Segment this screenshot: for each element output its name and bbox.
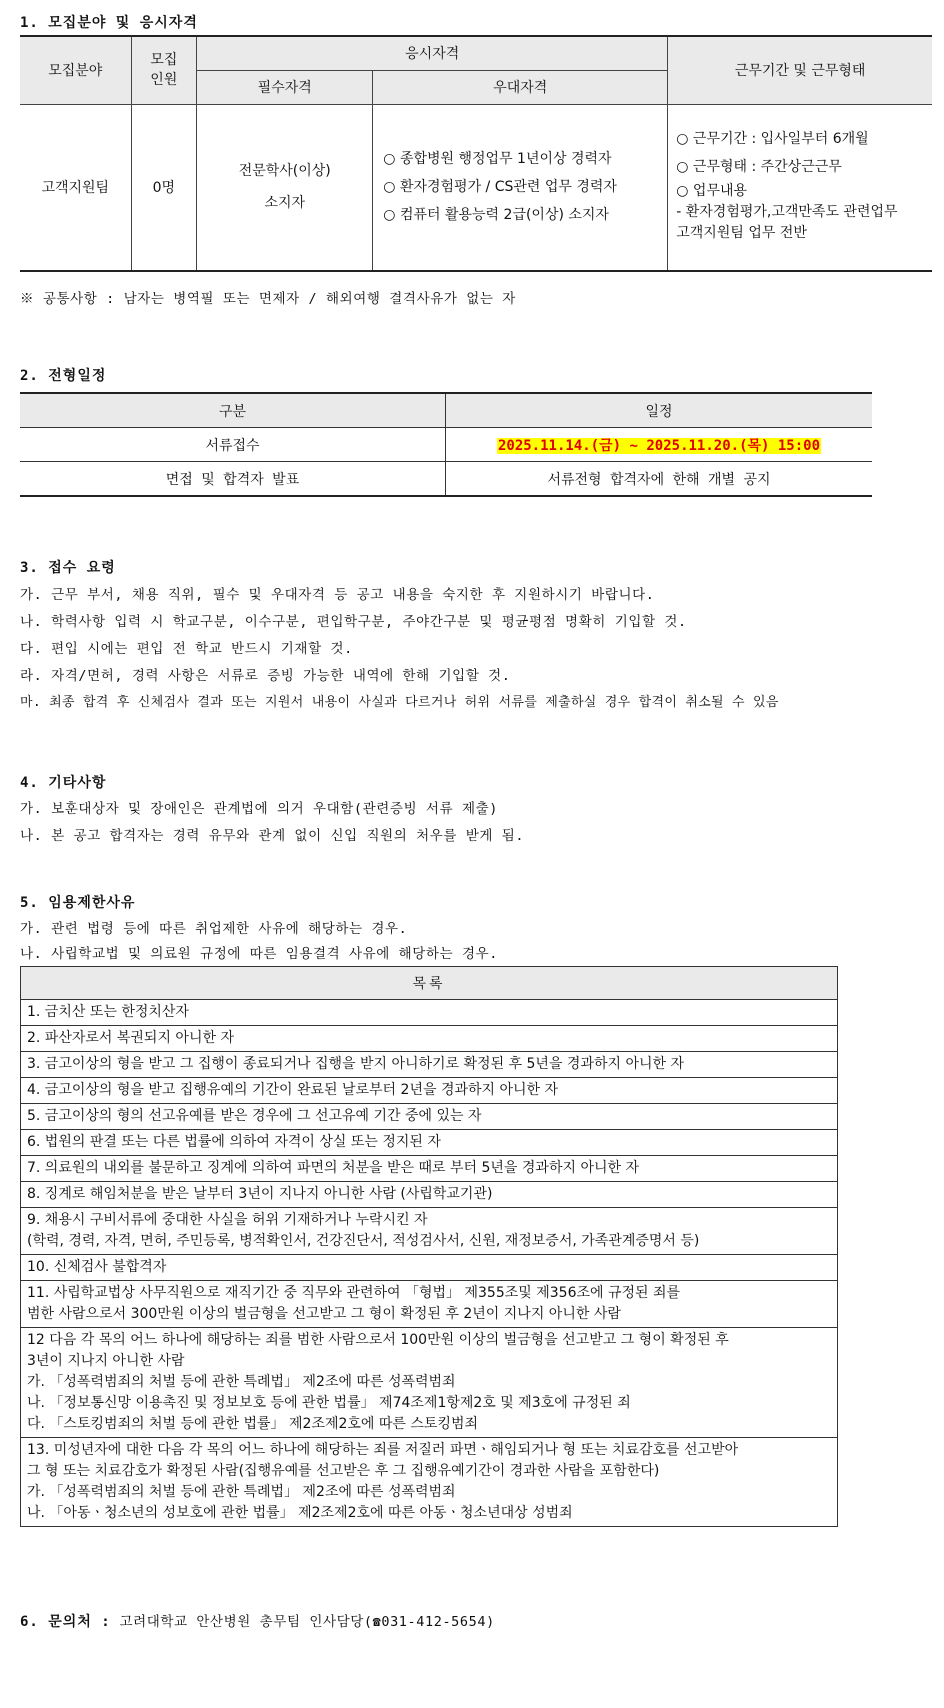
schedule-date-cell <box>446 428 873 462</box>
col-schedule-header: 일정 <box>446 393 873 428</box>
list-item-line: 나. 「아동ㆍ청소년의 성보호에 관한 법률」 제2조제2호에 따른 아동ㆍ청소년대상 성범죄 <box>27 1505 573 1521</box>
list-item-cell <box>21 1328 838 1438</box>
list-item-line: 2. 파산자로서 복권되지 아니한 자 <box>27 1030 234 1046</box>
list-item-cell <box>21 1208 838 1255</box>
work-item: ○ 근무기간 : 입사일부터 6개월 <box>676 130 869 147</box>
preferred-item: ○ 종합병원 행정업무 1년이상 경력자 <box>383 151 612 168</box>
col-category-header: 구분 <box>20 393 446 428</box>
disqualification-table <box>20 966 838 1527</box>
list-item-line: 3. 금고이상의 형을 받고 그 집행이 종료되거나 집행을 받지 아니하기로 확정된 후 5년을 경과하지 아니한 자 <box>27 1056 685 1072</box>
work-item: 고객지원팀 업무 전반 <box>676 224 807 241</box>
list-item-line: 가. 「성폭력범죄의 처벌 등에 관한 특례법」 제2조에 따른 성폭력범죄 <box>27 1484 456 1500</box>
list-item <box>21 1255 838 1281</box>
list-item <box>21 1130 838 1156</box>
list-item-line: 10. 신체검사 불합격자 <box>27 1259 167 1275</box>
required-line-2: 소지자 <box>264 195 306 212</box>
row-field: 고객지원팀 <box>20 104 131 271</box>
work-item: ○ 업무내용 <box>676 182 748 199</box>
list-item <box>21 1328 838 1438</box>
schedule-table <box>20 392 872 497</box>
list-item-cell <box>21 1130 838 1156</box>
col-field-header: 모집분야 <box>20 36 131 104</box>
list-item-cell <box>21 1156 838 1182</box>
list-item-cell <box>21 1182 838 1208</box>
row-preferred <box>373 104 668 271</box>
section3-heading: 3. 접수 요령 <box>20 560 116 576</box>
col-preferred-header: 우대자격 <box>373 70 668 104</box>
list-item-line: 가. 「성폭력범죄의 처벌 등에 관한 특례법」 제2조에 따른 성폭력범죄 <box>27 1374 456 1390</box>
col-count-header: 모집 인원 <box>131 36 197 104</box>
list-item-line: 5. 금고이상의 형의 선고유예를 받은 경우에 그 선고유예 기간 중에 있는 자 <box>27 1108 482 1124</box>
common-requirement-note: ※ 공통사항 : 남자는 병역필 또는 면제자 / 해외여행 결격사유가 없는 자 <box>20 291 516 307</box>
list-header: 목록 <box>21 967 838 1000</box>
application-guide-item: 다. 편입 시에는 편입 전 학교 반드시 기재할 것. <box>20 641 353 657</box>
application-guide-item: 나. 학력사항 입력 시 학교구분, 이수구분, 편입학구분, 주야간구분 및 평균평점 명확히 기입할 것. <box>20 614 687 630</box>
list-item-line: 그 형 또는 치료감호가 확정된 사람(집행유예를 선고받은 후 그 집행유예기간이 경과한 사람을 포함한다) <box>27 1463 660 1479</box>
recruitment-table <box>20 35 932 272</box>
section4-heading: 4. 기타사항 <box>20 775 107 791</box>
col-work-header: 근무기간 및 근무형태 <box>668 36 932 104</box>
section6-heading: 6. 문의처 : <box>20 1614 111 1630</box>
application-guide-item: 라. 자격/면허, 경력 사항은 서류로 증빙 가능한 내역에 한해 기입할 것. <box>20 668 511 684</box>
contact-info: 고려대학교 안산병원 총무팀 인사담당(☎031-412-5654) <box>119 1614 495 1630</box>
list-item <box>21 1281 838 1328</box>
list-item-line: 8. 징계로 해임처분을 받은 날부터 3년이 지나지 아니한 사람 (사립학교기관) <box>27 1186 493 1202</box>
work-item: - 환자경험평가,고객만족도 관련업무 <box>676 203 898 220</box>
preferred-item: ○ 환자경험평가 / CS관련 업무 경력자 <box>383 179 617 196</box>
list-item-cell <box>21 1255 838 1281</box>
list-item <box>21 1104 838 1130</box>
col-quals-header: 응시자격 <box>197 36 668 70</box>
application-guide-item: 마. 최종 합격 후 신체검사 결과 또는 지원서 내용이 사실과 다르거나 허위 서류를 제출하실 경우 합격이 취소될 수 있음 <box>20 695 779 710</box>
list-item-line: 11. 사립학교법상 사무직원으로 재직기간 중 직무와 관련하여 「형법」 제355조및 제356조에 규정된 죄를 <box>27 1285 681 1301</box>
list-item-line: 13. 미성년자에 대한 다음 각 목의 어느 하나에 해당하는 죄를 저질러 파면ㆍ해임되거나 형 또는 치료감호를 선고받아 <box>27 1442 739 1458</box>
list-item-line: 12 다음 각 목의 어느 하나에 해당하는 죄를 범한 사람으로서 100만원 이상의 벌금형을 선고받고 그 형이 확정된 후 <box>27 1332 729 1348</box>
row-required <box>197 104 373 271</box>
other-item: 나. 본 공고 합격자는 경력 유무와 관계 없이 신입 직원의 처우를 받게 됨. <box>20 828 525 844</box>
list-item-line: 4. 금고이상의 형을 받고 집행유예의 기간이 완료된 날로부터 2년을 경과하지 아니한 자 <box>27 1082 559 1098</box>
list-item <box>21 1438 838 1527</box>
list-item-cell <box>21 1104 838 1130</box>
schedule-value: 서류전형 합격자에 한해 개별 공지 <box>446 462 873 497</box>
application-period: 2025.11.14.(금) ~ 2025.11.20.(목) 15:00 <box>497 437 821 454</box>
list-item <box>21 1078 838 1104</box>
list-item <box>21 1052 838 1078</box>
list-item-line: 1. 금치산 또는 한정치산자 <box>27 1004 189 1020</box>
list-item-cell <box>21 1026 838 1052</box>
list-item-line: 6. 법원의 판결 또는 다른 법률에 의하여 자격이 상실 또는 정지된 자 <box>27 1134 441 1150</box>
section1-heading: 1. 모집분야 및 응시자격 <box>20 15 198 31</box>
restriction-item: 가. 관련 법령 등에 따른 취업제한 사유에 해당하는 경우. <box>20 921 408 937</box>
other-item: 가. 보훈대상자 및 장애인은 관계법에 의거 우대함(관련증빙 서류 제출) <box>20 801 498 817</box>
list-item-line: 범한 사람으로서 300만원 이상의 벌금형을 선고받고 그 형이 확정된 후 2년이 지나지 아니한 사람 <box>27 1306 621 1322</box>
list-item-cell <box>21 1000 838 1026</box>
section2-heading: 2. 전형일정 <box>20 368 107 384</box>
required-line-1: 전문학사(이상) <box>238 163 331 180</box>
list-item-cell <box>21 1078 838 1104</box>
list-item-cell <box>21 1281 838 1328</box>
application-guide-item: 가. 근무 부서, 채용 직위, 필수 및 우대자격 등 공고 내용을 숙지한 후 지원하시기 바랍니다. <box>20 587 655 603</box>
disqualification-list <box>21 1000 838 1527</box>
list-item <box>21 1156 838 1182</box>
preferred-item: ○ 컴퓨터 활용능력 2급(이상) 소지자 <box>383 207 609 224</box>
list-item-cell <box>21 1052 838 1078</box>
list-item-line: 다. 「스토킹범죄의 처벌 등에 관한 법률」 제2조제2호에 따른 스토킹범죄 <box>27 1416 479 1432</box>
list-item <box>21 1026 838 1052</box>
list-item <box>21 1182 838 1208</box>
contact-line <box>20 1610 495 1631</box>
schedule-category: 면접 및 합격자 발표 <box>20 462 446 497</box>
list-item-line: 나. 「정보통신망 이용촉진 및 정보보호 등에 관한 법률」 제74조제1항제2호 및 제3호에 규정된 죄 <box>27 1395 631 1411</box>
list-item-line: 3년이 지나지 아니한 사람 <box>27 1353 185 1369</box>
list-item-cell <box>21 1438 838 1527</box>
list-item <box>21 1208 838 1255</box>
section5-heading: 5. 임용제한사유 <box>20 895 136 911</box>
col-required-header: 필수자격 <box>197 70 373 104</box>
list-item-line: 7. 의료원의 내외를 불문하고 징계에 의하여 파면의 처분을 받은 때로 부터 5년을 경과하지 아니한 자 <box>27 1160 640 1176</box>
row-work <box>668 104 932 271</box>
restriction-item: 나. 사립학교법 및 의료원 규정에 따른 임용결격 사유에 해당하는 경우. <box>20 946 498 962</box>
work-item: ○ 근무형태 : 주간상근근무 <box>676 158 842 175</box>
list-item-line: 9. 채용시 구비서류에 중대한 사실을 허위 기재하거나 누락시킨 자 <box>27 1212 428 1228</box>
schedule-category: 서류접수 <box>20 428 446 462</box>
list-item-line: (학력, 경력, 자격, 면허, 주민등록, 병적확인서, 건강진단서, 적성검사서, 신원, 재정보증서, 가족관계증명서 등) <box>27 1233 700 1249</box>
row-count: 0명 <box>131 104 197 271</box>
list-item <box>21 1000 838 1026</box>
